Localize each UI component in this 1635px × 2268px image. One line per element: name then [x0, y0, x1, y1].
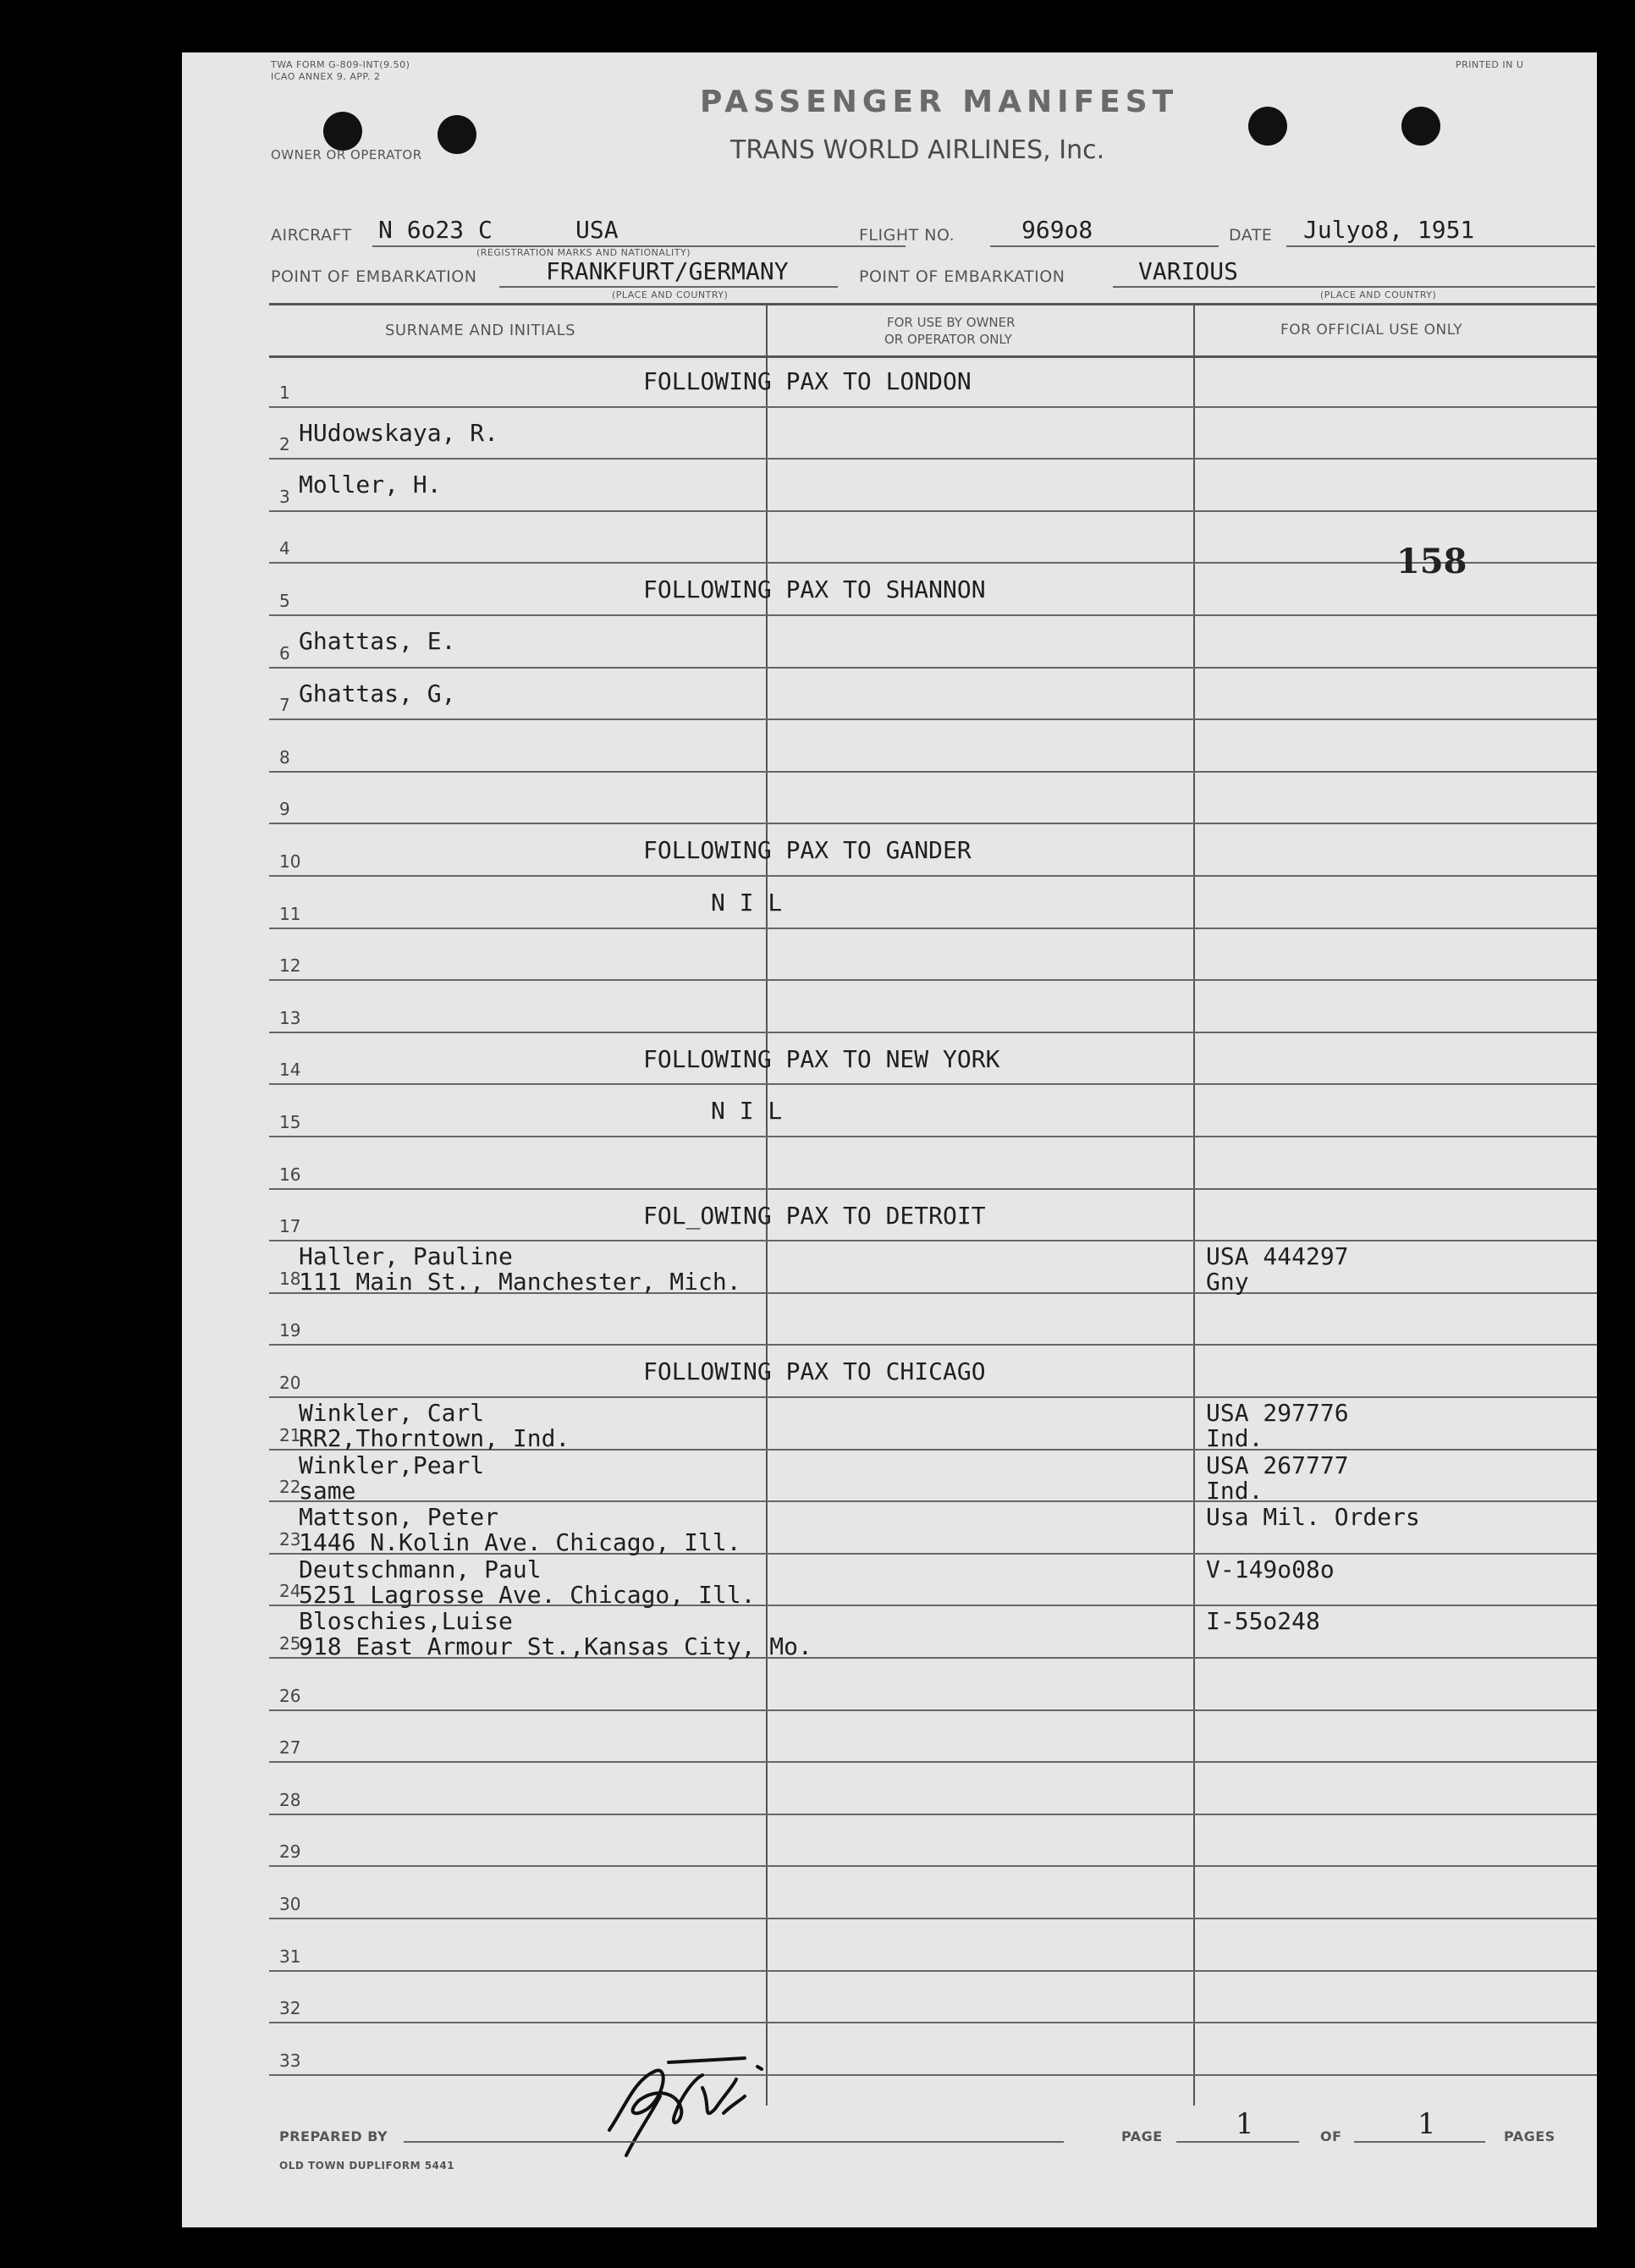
manifest-title: PASSENGER MANIFEST: [700, 85, 1179, 119]
punch-hole-3: [1248, 107, 1287, 146]
row-number: 6: [279, 642, 290, 663]
official-entry-state: Ind.: [1206, 1476, 1263, 1505]
punch-hole-1: [323, 112, 362, 151]
row-number: 24: [279, 1581, 301, 1602]
row-number: 18: [279, 1268, 301, 1289]
disembarkation-place-caption: (PLACE AND COUNTRY): [1320, 289, 1437, 300]
flight-label: FLIGHT NO.: [859, 226, 955, 245]
passenger-name: Bloschies,Luise: [299, 1607, 513, 1636]
destination-header: N I L: [711, 1097, 783, 1126]
row-rule: [269, 1136, 1597, 1137]
row-number: 2: [279, 434, 290, 455]
destination-header: FOLLOWING PAX TO LONDON: [643, 367, 972, 395]
destination-header: FOL_OWING PAX TO DETROIT: [643, 1201, 986, 1230]
embarkation-place-caption: (PLACE AND COUNTRY): [612, 289, 729, 300]
row-number: 4: [279, 538, 290, 559]
row-rule: [269, 979, 1597, 981]
row-rule: [269, 1709, 1597, 1711]
passenger-address: 5251 Lagrosse Ave. Chicago, Ill.: [299, 1580, 756, 1609]
footer-print-code: OLD TOWN DUPLIFORM 5441: [279, 2160, 455, 2172]
passenger-name: Deutschmann, Paul: [299, 1555, 542, 1583]
nationality-value: USA: [575, 216, 619, 244]
destination-header: FOLLOWING PAX TO NEW YORK: [643, 1044, 1000, 1073]
page-label: PAGE: [1121, 2128, 1163, 2144]
row-number: 22: [279, 1477, 301, 1498]
row-number: 23: [279, 1528, 301, 1550]
passenger-address: RR2,Thorntown, Ind.: [299, 1424, 570, 1452]
passenger-name: Winkler,Pearl: [299, 1451, 485, 1479]
total-pages: 1: [1418, 2107, 1436, 2141]
official-entry: I-55o248: [1206, 1607, 1320, 1636]
airline-name: TRANS WORLD AIRLINES, Inc.: [730, 135, 1105, 165]
row-number: 8: [279, 746, 290, 768]
row-rule: [269, 406, 1597, 408]
row-rule: [269, 1814, 1597, 1815]
registration-caption: (REGISTRATION MARKS AND NATIONALITY): [476, 247, 691, 258]
official-use-header: FOR OFFICIAL USE ONLY: [1280, 322, 1463, 339]
official-entry-state: Gny: [1206, 1268, 1249, 1296]
icao-reference: ICAO ANNEX 9, APP. 2: [271, 71, 381, 82]
column-divider-2: [1193, 303, 1195, 2106]
passenger-name: Haller, Pauline: [299, 1242, 513, 1271]
passenger-name: Moller, H.: [299, 471, 442, 499]
stamp-number: 158: [1396, 542, 1467, 581]
row-rule: [269, 1396, 1597, 1398]
passenger-name: HUdowskaya, R.: [299, 418, 499, 447]
official-entry-state: Ind.: [1206, 1424, 1263, 1452]
printed-in-note: PRINTED IN U: [1456, 59, 1524, 70]
destination-header: FOLLOWING PAX TO CHICAGO: [643, 1357, 986, 1386]
row-rule: [269, 928, 1597, 929]
row-number: 30: [279, 1894, 301, 1914]
official-entry: USA 297776: [1206, 1399, 1349, 1427]
row-rule: [269, 2022, 1597, 2023]
punch-hole-4: [1401, 107, 1440, 146]
row-rule: [269, 718, 1597, 720]
row-rule: [269, 1761, 1597, 1763]
punch-hole-2: [438, 115, 476, 154]
official-entry: USA 444297: [1206, 1242, 1349, 1271]
row-rule: [269, 771, 1597, 773]
row-rule: [269, 1083, 1597, 1085]
row-rule: [269, 458, 1597, 460]
row-number: 16: [279, 1164, 301, 1185]
owner-operator-label: OWNER OR OPERATOR: [271, 147, 422, 162]
owner-use-header-2: OR OPERATOR ONLY: [884, 332, 1012, 347]
row-rule: [269, 1918, 1597, 1919]
passenger-name: Winkler, Carl: [299, 1399, 485, 1427]
owner-use-header-1: FOR USE BY OWNER: [887, 315, 1016, 330]
row-number: 3: [279, 486, 290, 507]
passenger-address: 918 East Armour St.,Kansas City, Mo.: [299, 1632, 812, 1661]
embarkation-label: POINT OF EMBARKATION: [271, 267, 477, 286]
row-number: 1: [279, 382, 290, 403]
row-rule: [269, 1240, 1597, 1241]
passenger-name: Mattson, Peter: [299, 1503, 499, 1532]
of-label: OF: [1320, 2128, 1342, 2144]
row-number: 13: [279, 1007, 301, 1028]
row-number: 11: [279, 903, 301, 924]
row-rule: [269, 510, 1597, 512]
destination-header: FOLLOWING PAX TO SHANNON: [643, 575, 986, 604]
row-rule: [269, 2074, 1597, 2076]
row-number: 21: [279, 1424, 301, 1445]
row-number: 29: [279, 1841, 301, 1863]
row-number: 28: [279, 1789, 301, 1810]
prepared-by-label: PREPARED BY: [279, 2128, 388, 2144]
pages-label: PAGES: [1504, 2128, 1555, 2144]
aircraft-label: AIRCRAFT: [271, 226, 352, 245]
official-entry: Usa Mil. Orders: [1206, 1503, 1420, 1532]
row-rule: [269, 614, 1597, 616]
row-rule: [269, 1032, 1597, 1033]
row-number: 33: [279, 2050, 301, 2071]
row-number: 12: [279, 955, 301, 977]
row-number: 17: [279, 1216, 301, 1237]
row-number: 26: [279, 1685, 301, 1706]
row-rule: [269, 1344, 1597, 1346]
row-number: 10: [279, 851, 301, 872]
row-number: 15: [279, 1112, 301, 1132]
passenger-address: 1446 N.Kolin Ave. Chicago, Ill.: [299, 1528, 741, 1557]
row-number: 27: [279, 1737, 301, 1759]
row-number: 5: [279, 591, 290, 611]
row-rule: [269, 1970, 1597, 1972]
flight-value: 969o8: [1021, 216, 1093, 244]
row-number: 31: [279, 1946, 301, 1967]
row-number: 14: [279, 1060, 301, 1081]
row-number: 20: [279, 1373, 301, 1393]
disembarkation-value: VARIOUS: [1138, 257, 1239, 285]
surname-column-header: SURNAME AND INITIALS: [385, 322, 576, 339]
aircraft-value: N 6o23 C: [378, 216, 493, 244]
row-number: 9: [279, 799, 290, 820]
form-code: TWA FORM G-809-INT(9.50): [271, 59, 410, 70]
passenger-address: 111 Main St., Manchester, Mich.: [299, 1268, 741, 1296]
passenger-address: same: [299, 1476, 356, 1505]
destination-header: N I L: [711, 889, 783, 917]
destination-header: FOLLOWING PAX TO GANDER: [643, 836, 972, 865]
signature-scribble: [575, 2029, 804, 2164]
row-number: 25: [279, 1633, 301, 1654]
row-number: 32: [279, 1998, 301, 2019]
row-rule: [269, 823, 1597, 824]
date-label: DATE: [1229, 226, 1273, 245]
date-value: Julyo8, 1951: [1303, 216, 1475, 244]
page-number: 1: [1236, 2107, 1254, 2141]
passenger-name: Ghattas, G,: [299, 679, 456, 707]
row-rule: [269, 875, 1597, 877]
row-rule: [269, 1500, 1597, 1502]
row-rule: [269, 667, 1597, 669]
embarkation-value: FRANKFURT/GERMANY: [546, 257, 789, 285]
official-entry: USA 267777: [1206, 1451, 1349, 1479]
row-number: 7: [279, 695, 290, 716]
disembarkation-label: POINT OF EMBARKATION: [859, 267, 1065, 286]
passenger-name: Ghattas, E.: [299, 627, 456, 655]
row-rule: [269, 1865, 1597, 1867]
manifest-form: [182, 52, 1597, 2227]
row-rule: [269, 1188, 1597, 1190]
row-number: 19: [279, 1320, 301, 1341]
official-entry: V-149o08o: [1206, 1555, 1335, 1583]
